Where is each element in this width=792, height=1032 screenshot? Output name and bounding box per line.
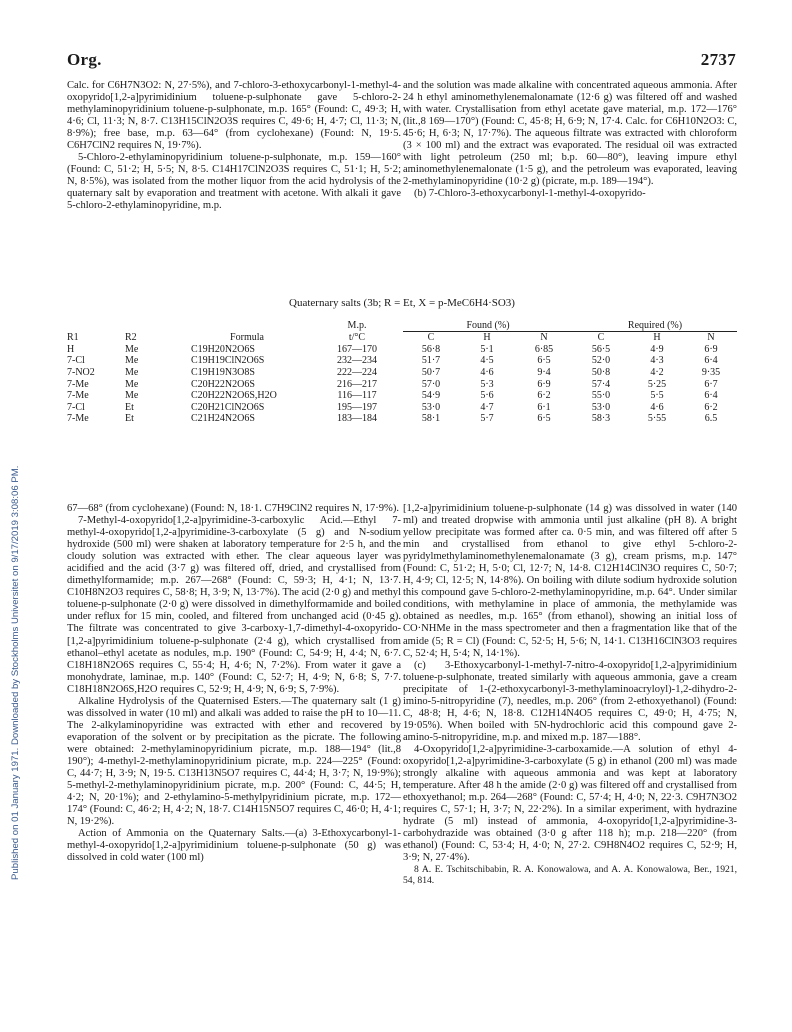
found-group-header: Found (%) <box>403 320 573 332</box>
paragraph: Action of Ammonia on the Quaternary Salts.—(a) 3-Ethoxycarbonyl-1-methyl-4-oxopyrido[1,2-a]pyrimidinium toluene-p-sulphonate (50 g) was dissolved in cold water (100 ml) <box>67 828 401 864</box>
footnote: 8 A. E. Tschitschibabin, R. A. Konowalowa, and A. A. Konowalowa, Ber., 1921, 54, 814. <box>403 864 737 887</box>
table-row <box>67 344 737 356</box>
table-cell: 7-Cl <box>67 355 85 367</box>
table-cell: 6·2 <box>537 390 551 402</box>
publication-sidebar <box>2 0 22 1032</box>
paragraph: Alkaline Hydrolysis of the Quaternised Esters.—The quaternary salt (1 g) was dissolved in water (10 ml) and alkali was added to raise the pH to 10—11. The 2-alkylaminopyridine was extracted with ether and recovered by evaporation of the solvent or by precipitation as the picrate. The following were obtained: 2-methylaminopyridinium picrate, m.p. 188—194° (lit.,8 190°); 4-methyl-2-methylaminopyridinium picrate, m.p. 224—225° (Found: C, 44·7; H, 3·9; N, 19·5. C13H13N5O7 requires C, 44·4; H, 3·7; N, 19·9%); 5-methyl-2-methylaminopyridinium picrate, m.p. 200° (Found: C, 44·5; H, 4·2; N, 20·1%); and 2-ethylamino-5-methylpyridinium picrate, m.p. 172—174° (Found: C, 46·2; H, 4·2; N, 18·7. C14H15N5O7 requires C, 46·0; H, 4·1; N, 19·2%). <box>67 695 401 828</box>
table-cell: 6·4 <box>704 390 718 402</box>
mp-header: M.p. <box>347 319 367 331</box>
table-cell: Me <box>125 390 139 402</box>
column-header: N <box>707 332 715 344</box>
table-cell: 5·25 <box>647 378 667 390</box>
table-cell: Et <box>125 401 134 413</box>
table-row <box>67 379 737 391</box>
table-cell: 6·85 <box>534 343 554 355</box>
table-cell: 195—197 <box>337 401 377 413</box>
table-cell: 6.5 <box>704 413 718 425</box>
table-cell: Me <box>125 366 139 378</box>
table-cell: C20H22N2O6S <box>191 378 255 390</box>
column-header: t/°C <box>348 331 366 343</box>
table-cell: 53·0 <box>421 401 441 413</box>
table-cell: 6·9 <box>537 378 551 390</box>
paragraph: [1,2-a]pyrimidinium toluene-p-sulphonate (14 g) was dissolved in water (140 ml) and treated dropwise with ammonia until just alkaline (pH 8). A bright yellow precipitate was formed after ca. 0·5 min, and was filtered off after 5 min and crystallised from ethanol to give ethyl 5-chloro-2-pyridylmethylaminomethylenemalonamate (3 g), cream prisms, m.p. 147° (Found: C, 51·2; H, 5·0; Cl, 12·7; N, 14·8. C12H14ClN3O requires C, 50·7; H, 4·9; Cl, 12·5; N, 14·8%). On boiling with dilute sodium hydroxide solution this compound gave 5-chloro-2-methylaminopyridine, m.p. 64°. Under similar conditions, with methylamine in place of ammonia, the methylamide was obtained as needles, m.p. 165° (from ethanol), showing an initial loss of CO·NHMe in the mass spectrometer and then a fragmentation like that of the amide (5; R = Cl) (Found: C, 52·5; H, 5·6; N, 14·1. C13H16ClN3O3 requires C, 52·4; H, 5·4; N, 14·1%). <box>403 503 737 659</box>
left-column-top <box>67 80 401 213</box>
table-cell: C19H19N3O8S <box>191 366 255 378</box>
table-cell: 9·4 <box>537 366 551 378</box>
table-cell: 58·1 <box>421 413 441 425</box>
table-cell: 183—184 <box>337 413 377 425</box>
table-cell: 5·7 <box>480 413 494 425</box>
table-cell: Me <box>125 378 139 390</box>
table-cell: 222—224 <box>337 366 377 378</box>
table-cell: Et <box>125 413 134 425</box>
table-cell: 58·3 <box>591 413 611 425</box>
paragraph: 7-Methyl-4-oxopyrido[1,2-a]pyrimidine-3-carboxylic Acid.—Ethyl 7-methyl-4-oxopyrido[1,2-a]pyrimidine-3-carboxylate (5 g) and N-sodium hydroxide (500 ml) were shaken at laboratory temperature for 2·5 h, and the cloudy solution was extracted with ether. The clear aqueous layer was acidified and the acid (3·7 g) was filtered off, dried, and crystallised from dimethylformamide; m.p. 267—268° (Found: C, 59·3; H, 4·1; N, 13·7. C10H8N2O3 requires C, 58·8; H, 3·9; N, 13·7%). The acid (2·0 g) and methyl toluene-p-sulphonate (2·0 g) were dissolved in dimethylformamide and boiled under reflux for 15 min, cooled, and filtered from unchanged acid (0·45 g). The filtrate was concentrated to give 3-carboxy-1,7-dimethyl-4-oxopyrido-[1,2-a]pyrimidinium toluene-p-sulphonate (2·4 g), which crystallised from ethanol–ethyl acetate as nodules, m.p. 190° (Found: C, 54·9; H, 4·4; N, 6·7. C18H18N2O6S requires C, 55·4; H, 4·6; N, 7·2%). From water it gave a monohydrate, laminae, m.p. 140° (Found: C, 52·7; H, 4·9; N, 6·8; S, 7·7. C18H18N2O6S,H2O requires C, 52·9; H, 4·9; N, 6·9; S, 7·9%). <box>67 515 401 695</box>
table-cell: Me <box>125 355 139 367</box>
column-header: H <box>653 332 661 344</box>
table-cell: 4·9 <box>650 343 664 355</box>
table-caption: Quaternary salts (3b; R = Et, X = p-MeC6H4·SO3) <box>289 297 515 309</box>
column-header: H <box>483 332 491 344</box>
quaternary-salts-table <box>67 298 737 425</box>
table-cell: 4·6 <box>480 366 494 378</box>
table-row <box>67 402 737 414</box>
column-header: R2 <box>125 331 137 343</box>
journal-section-header: Org. <box>67 50 102 69</box>
table-cell: 5·6 <box>480 390 494 402</box>
table-cell: C21H24N2O6S <box>191 413 255 425</box>
table-cell: 4·2 <box>650 366 664 378</box>
right-column-top <box>403 80 737 200</box>
table-cell: 57·0 <box>421 378 441 390</box>
column-header: R1 <box>67 331 79 343</box>
table-cell: 7-NO2 <box>67 366 95 378</box>
table-cell: C19H19ClN2O6S <box>191 355 265 367</box>
table-cell: 53·0 <box>591 401 611 413</box>
table-cell: 7-Cl <box>67 401 85 413</box>
table-cell: 4·5 <box>480 355 494 367</box>
table-cell: 6·5 <box>537 355 551 367</box>
column-header: C <box>597 332 605 344</box>
column-header: Formula <box>230 331 264 343</box>
table-cell: 56·5 <box>591 343 611 355</box>
header-row <box>67 332 737 344</box>
paragraph: and the solution was made alkaline with concentrated aqueous ammonia. After 24 h ethyl aminomethylenemalonamate (12·6 g) was filtered off and washed with water. Crystallisation from ethyl acetate gave material, m.p. 172—176° (lit.,8 169—170°) (Found: C, 45·8; H, 6·9; N, 17·4. Calc. for C6H10N2O3: C, 45·6; H, 6·3; N, 17·7%). The aqueous filtrate was extracted with chloroform (3 × 100 ml) and the extract was evaporated. The residual oil was extracted with light petroleum (250 ml; b.p. 60—80°), leaving impure ethyl aminomethylenemalonate (1·5 g), and the petroleum was evaporated, leaving 2-methylaminopyridine (10·2 g) (picrate, m.p. 189—194°). <box>403 80 737 188</box>
page-number: 2737 <box>700 50 736 69</box>
table-cell: 6·2 <box>704 401 718 413</box>
table-cell: 7-Me <box>67 378 89 390</box>
table-cell: Me <box>125 343 139 355</box>
table-cell: 6·7 <box>704 378 718 390</box>
paragraph: Calc. for C6H7N3O2: N, 27·5%), and 7-chloro-3-ethoxycarbonyl-1-methyl-4-oxopyrido[1,2-a]pyrimidinium toluene-p-sulphonate gave 5-chloro-2-methylaminopyridinium toluene-p-sulphonate, m.p. 165° (Found: C, 49·3; H, 4·6; Cl, 11·3; N, 8·7. C13H15ClN2O3S requires C, 49·6; H, 4·7; Cl, 11·3; N, 8·9%); free base, m.p. 63—64° (from cyclohexane) (Found: N, 19·5. C6H7ClN2 requires N, 19·7%). <box>67 80 401 152</box>
column-header: C <box>427 332 435 344</box>
paragraph: (c) 3-Ethoxycarbonyl-1-methyl-7-nitro-4-oxopyrido[1,2-a]pyrimidinium toluene-p-sulphonate, treated similarly with aqueous ammonia, gave a cream precipitate of 1-(2-ethoxycarbonyl-3-methylaminoacryloyl)-1,2-dihydro-2-imino-5-nitropyridine (7), needles, m.p. 206° (from 2-ethoxyethanol) (Found: C, 48·8; H, 4·6; N, 18·8. C12H14N4O5 requires C, 49·0; H, 4·75; N, 19·05%). When boiled with 5N-hydrochloric acid this compound gave 2-amino-5-nitropyridine, m.p. and mixed m.p. 187—188°. <box>403 659 737 743</box>
paragraph: 4-Oxopyrido[1,2-a]pyrimidine-3-carboxamide.—A solution of ethyl 4-oxopyrido[1,2-a]pyrimidine-3-carboxylate (5 g) in ethanol (200 ml) was made strongly alkaline with aqueous ammonia and was kept at laboratory temperature. After 48 h the amide (2·0 g) was filtered off and crystallised from ethoxyethanol; m.p. 264—268° (Found: C, 57·4; H, 4·0; N, 22·3. C9H7N3O2 requires C, 57·1; H, 3·7; N, 22·2%). In a similar experiment, with hydrazine hydrate (5 ml) instead of ammonia, 4-oxopyrido[1,2-a]pyrimidine-3-carbohydrazide was obtained (3·0 g after 118 h); m.p. 218—220° (from ethanol) (Found: C, 53·4; H, 4·0; N, 27·2. C9H8N4O2 requires C, 52·9; H, 3·9; N, 27·4%). <box>403 743 737 864</box>
table-cell: 7-Me <box>67 413 89 425</box>
table-cell: 6·9 <box>704 343 718 355</box>
table-cell: 5·3 <box>480 378 494 390</box>
table-row <box>67 355 737 367</box>
table-cell: 6·1 <box>537 401 551 413</box>
table-cell: 51·7 <box>421 355 441 367</box>
table-row <box>67 367 737 379</box>
table-cell: 54·9 <box>421 390 441 402</box>
paragraph: 67—68° (from cyclohexane) (Found: N, 18·1. C7H9ClN2 requires N, 17·9%). <box>67 503 399 514</box>
table-cell: 216—217 <box>337 378 377 390</box>
table-cell: 7-Me <box>67 390 89 402</box>
table-row <box>67 390 737 402</box>
paragraph: 5-Chloro-2-ethylaminopyridinium toluene-p-sulphonate, m.p. 159—160° (Found: C, 51·2; H, 5·5; N, 8·5. C14H17ClN2O3S requires C, 51·1; H, 5·2; N, 8·5%), was isolated from the mother liquor from the acid hydrolysis of the quaternary salt by evaporation and treatment with acetone. With alkali it gave 5-chloro-2-ethylaminopyridine, m.p. <box>67 152 401 212</box>
data-table <box>67 320 737 425</box>
sidebar-text: Published on 01 January 1971. Downloaded by Stockholms Universitet on 9/17/2019 3:08:06 PM. <box>10 465 21 880</box>
table-cell: 50·8 <box>591 366 611 378</box>
table-cell: 5·1 <box>480 343 494 355</box>
table-cell: 5·5 <box>650 390 664 402</box>
table-row <box>67 413 737 425</box>
table-cell: 50·7 <box>421 366 441 378</box>
table-cell: 52·0 <box>591 355 611 367</box>
table-cell: 57·4 <box>591 378 611 390</box>
table-cell: C20H21ClN2O6S <box>191 401 265 413</box>
table-cell: C19H20N2O6S <box>191 343 255 355</box>
column-header: N <box>540 332 548 344</box>
table-cell: C20H22N2O6S,H2O <box>191 390 277 402</box>
table-cell: 232—234 <box>337 355 377 367</box>
right-column-bottom <box>403 503 737 886</box>
table-cell: 6·4 <box>704 355 718 367</box>
table-body <box>67 344 737 425</box>
paragraph: (b) 7-Chloro-3-ethoxycarbonyl-1-methyl-4-oxopyrido- <box>414 188 646 200</box>
table-cell: 5·55 <box>647 413 667 425</box>
table-cell: 167—170 <box>337 343 377 355</box>
required-group-header: Required (%) <box>573 320 737 332</box>
table-cell: 4·6 <box>650 401 664 413</box>
table-cell: 55·0 <box>591 390 611 402</box>
table-cell: 9·35 <box>701 366 721 378</box>
table-cell: 4·3 <box>650 355 664 367</box>
table-cell: 56·8 <box>421 343 441 355</box>
table-cell: 116—117 <box>337 390 377 402</box>
table-cell: 6·5 <box>537 413 551 425</box>
left-column-bottom <box>67 503 401 864</box>
table-cell: 4·7 <box>480 401 494 413</box>
table-cell: H <box>67 343 75 355</box>
